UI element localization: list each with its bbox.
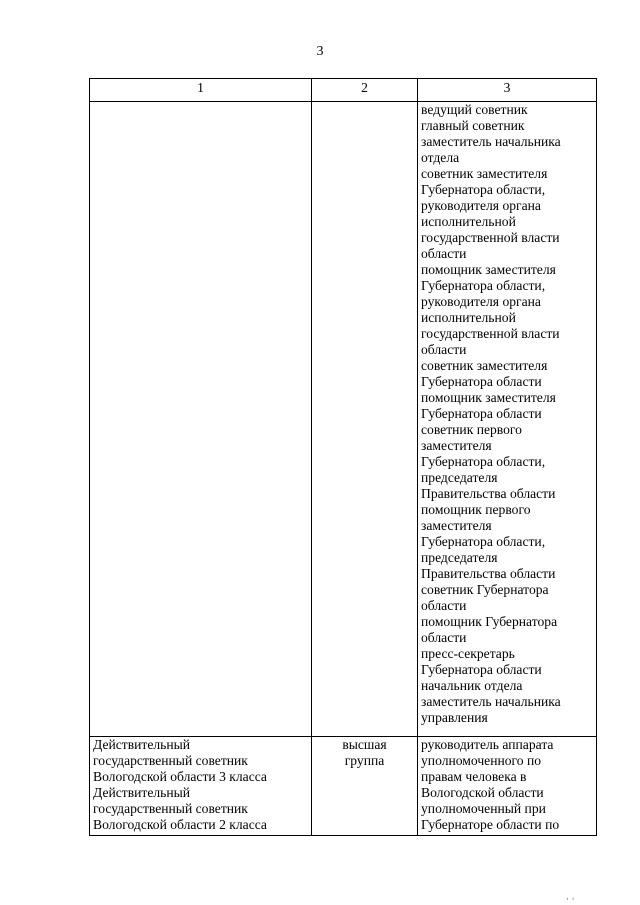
cell-line: области [421, 342, 467, 357]
cell-line: советник заместителя [421, 166, 548, 181]
cell-line: Вологодской области 2 класса [93, 817, 267, 832]
cell-line: заместителя [421, 438, 492, 453]
cell-line: помощник Губернатора [421, 614, 558, 629]
cell-line: Губернатора области [421, 406, 542, 421]
cell-line: Правительства области [421, 486, 556, 501]
cell-line: главный советник [421, 118, 525, 133]
table-cell-group [312, 737, 418, 836]
cell-line: председателя [421, 550, 498, 565]
cell-line: советник первого [421, 422, 522, 437]
cell-line: начальник отдела [421, 678, 523, 693]
cell-line: Губернатора области, [421, 454, 546, 469]
scan-mark: , , [566, 892, 575, 902]
cell-line: Губернатора области, [421, 534, 546, 549]
cell-line: председателя [421, 470, 498, 485]
column-header-1: 1 [90, 79, 312, 102]
cell-line: помощник первого [421, 502, 531, 517]
table-header-row [90, 79, 597, 102]
cell-line: области [421, 630, 467, 645]
cell-line: руководителя органа [421, 294, 541, 309]
column-header-2: 2 [312, 79, 418, 102]
cell-line: ведущий советник [421, 102, 528, 117]
cell-line: Правительства области [421, 566, 556, 581]
cell-line: руководителя органа [421, 198, 541, 213]
positions-table [89, 78, 597, 836]
cell-line: отдела [421, 150, 460, 165]
column-header-3: 3 [418, 79, 597, 102]
cell-line: государственной власти [421, 326, 560, 341]
cell-line: области [421, 246, 467, 261]
cell-line: исполнительной [421, 310, 516, 325]
table-row [90, 737, 597, 836]
cell-line: группа [344, 753, 385, 768]
cell-line: руководитель аппарата [421, 737, 554, 752]
cell-line: Губернатора области, [421, 278, 546, 293]
cell-line: Губернатора области, [421, 182, 546, 197]
cell-line: Губернаторе области по [421, 817, 560, 832]
cell-line: заместитель начальника [421, 694, 561, 709]
cell-line: государственной власти [421, 230, 560, 245]
cell-line: Вологодской области 3 класса [93, 769, 267, 784]
page-number: 3 [316, 44, 324, 59]
cell-line: Вологодской области [421, 785, 544, 800]
cell-line: государственный советник [93, 753, 248, 768]
cell-line: пресс-секретарь [421, 646, 515, 661]
cell-line: советник Губернатора [421, 582, 549, 597]
cell-line: высшая [342, 737, 387, 752]
table-cell-grade [90, 737, 312, 836]
cell-line: советник заместителя [421, 358, 548, 373]
table-cell-positions [418, 102, 597, 737]
table-row [90, 102, 597, 737]
cell-line: уполномоченный при [421, 801, 546, 816]
table-cell-group [312, 102, 418, 737]
table-cell-positions [418, 737, 597, 836]
table-cell-grade [90, 102, 312, 737]
cell-line: Губернатора области [421, 662, 542, 677]
cell-line: помощник заместителя [421, 390, 556, 405]
cell-line: помощник заместителя [421, 262, 556, 277]
cell-line: уполномоченного по [421, 753, 542, 768]
cell-line: заместителя [421, 518, 492, 533]
cell-line: правам человека в [421, 769, 527, 784]
cell-line: Действительный [93, 785, 191, 800]
cell-line: области [421, 598, 467, 613]
cell-line: исполнительной [421, 214, 516, 229]
cell-line: государственный советник [93, 801, 248, 816]
cell-line: Губернатора области [421, 374, 542, 389]
cell-line: заместитель начальника [421, 134, 561, 149]
cell-line: управления [421, 710, 488, 725]
cell-line: Действительный [93, 737, 191, 752]
